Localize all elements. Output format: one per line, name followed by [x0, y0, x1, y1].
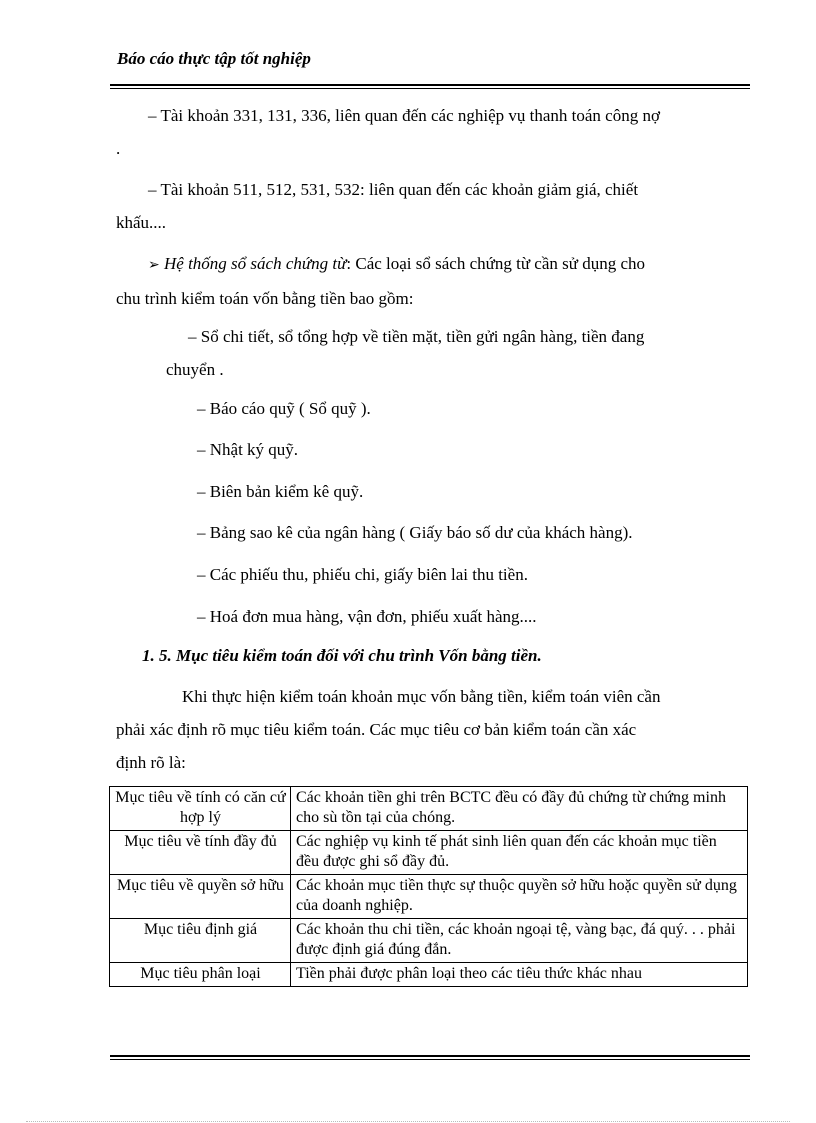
table-row [110, 963, 748, 987]
description-cell: Tiền phải được phân loại theo các tiêu thức khác nhau [291, 963, 748, 987]
docs-system-text: : Các loại sổ sách chứng từ cần sử dụng cho [346, 254, 646, 273]
list-item: – Bảng sao kê của ngân hàng ( Giấy báo số dư của khách hàng). [197, 523, 633, 542]
arrow-bullet-icon: ➢ [148, 258, 160, 273]
objective-cell: Mục tiêu phân loại [110, 963, 291, 987]
list-item: – Các phiếu thu, phiếu chi, giấy biên lai thu tiền. [197, 565, 528, 584]
list-item: – Biên bản kiểm kê quỹ. [197, 482, 364, 501]
account-line-1-end: . [116, 139, 121, 158]
list-item: – Báo cáo quỹ ( Sổ quỹ ). [197, 399, 371, 418]
table-row [110, 875, 748, 919]
account-line-1: – Tài khoản 331, 131, 336, liên quan đến các nghiệp vụ thanh toán công nợ [148, 106, 660, 125]
list-item: – Sổ chi tiết, sổ tổng hợp về tiền mặt, tiền gửi ngân hàng, tiền đang chuyển . [166, 327, 645, 379]
description-cell: Các nghiệp vụ kinh tế phát sinh liên quan đến các khoản mục tiền đều được ghi sổ đầy đủ. [291, 831, 748, 875]
page-bottom-dotted-border [26, 1121, 790, 1122]
audit-objectives-table [109, 786, 748, 987]
description-cell: Các khoản tiền ghi trên BCTC đều có đầy đủ chứng từ chứng minh cho sù tồn tại của chóng. [291, 787, 748, 831]
description-cell: Các khoản thu chi tiền, các khoản ngoại tệ, vàng bạc, đá quý. . . phải được định giá đúng đắn. [291, 919, 748, 963]
account-line-2-end: khấu.... [116, 213, 167, 232]
description-cell: Các khoản mục tiền thực sự thuộc quyền sở hữu hoặc quyền sử dụng của doanh nghiệp. [291, 875, 748, 919]
objective-cell: Mục tiêu định giá [110, 919, 291, 963]
section-intro: Khi thực hiện kiểm toán khoản mục vốn bằng tiền, kiểm toán viên cần phải xác định rõ mục tiêu kiểm toán. Các mục tiêu cơ bản kiểm toán cần xác định rõ là: [116, 687, 661, 772]
table-row [110, 919, 748, 963]
objective-cell: Mục tiêu về tính đầy đủ [110, 831, 291, 875]
objective-cell: Mục tiêu về quyền sở hữu [110, 875, 291, 919]
table-row [110, 831, 748, 875]
list-item: – Nhật ký quỹ. [197, 440, 299, 459]
docs-system-paragraph [116, 247, 739, 315]
footer-double-rule [110, 1055, 750, 1060]
account-line-2: – Tài khoản 511, 512, 531, 532: liên quan đến các khoản giảm giá, chiết [148, 180, 639, 199]
header-double-rule [110, 84, 750, 89]
docs-system-label: Hệ thống sổ sách chứng từ [164, 254, 347, 273]
table-row [110, 787, 748, 831]
account-paragraph-1 [116, 99, 739, 165]
list-item: – Hoá đơn mua hàng, vận đơn, phiếu xuất hàng.... [197, 607, 537, 626]
section-heading: 1. 5. Mục tiêu kiểm toán đối với chu trình Vốn bằng tiền. [142, 646, 542, 665]
account-paragraph-2 [116, 173, 739, 239]
page-header-title: Báo cáo thực tập tốt nghiệp [117, 49, 311, 68]
objective-cell: Mục tiêu về tính có căn cứ hợp lý [110, 787, 291, 831]
docs-system-text-end: chu trình kiểm toán vốn bằng tiền bao gồm: [116, 289, 414, 308]
